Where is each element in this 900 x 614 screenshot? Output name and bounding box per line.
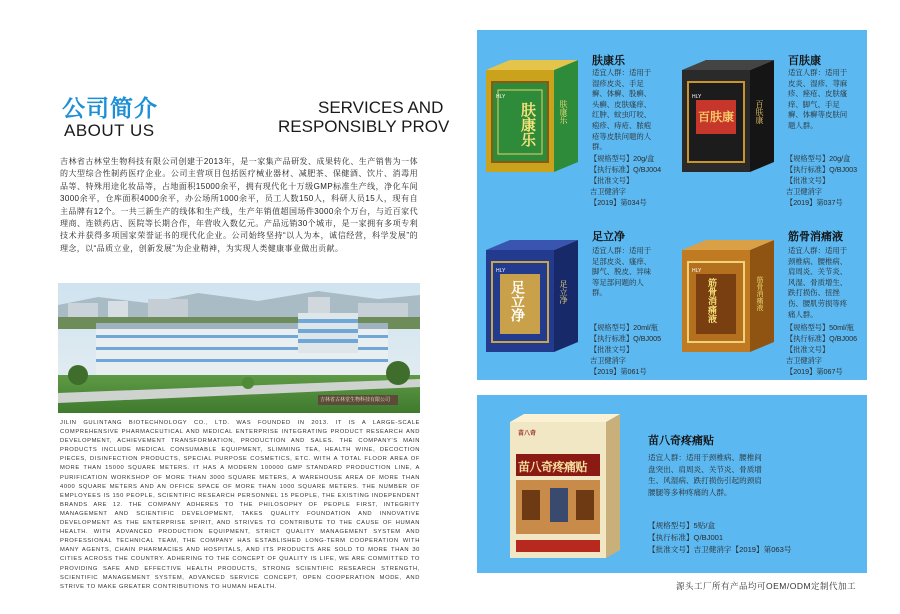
spec-approval-no: 【2019】第037号 <box>786 198 843 207</box>
spec-approval: 【批准文号】 <box>590 345 634 354</box>
spec-standard: 【执行标准】Q/BJ006 <box>786 334 858 343</box>
product-desc: 适宜人群：适用于皮炎、湿疹、荨麻疹、痤疮、皮肤瘙痒、脚气、手足癣、体癣等皮肤问题人群。 <box>788 68 848 130</box>
spec-approval-no: 【2019】第034号 <box>590 198 647 207</box>
box-title: 百肤康 <box>698 110 735 124</box>
spec-approval-no: 【2019】第061号 <box>590 367 647 376</box>
product-box-fukangle <box>486 60 584 172</box>
brand-mark: HLY <box>692 268 702 274</box>
spec-approval: 【批准文号】吉卫健消字【2019】第063号 <box>648 545 792 554</box>
spec-approval-org: 吉卫健消字 <box>786 187 822 196</box>
product-name: 肤康乐 <box>592 55 625 67</box>
box-side-title: 足立净 <box>559 280 568 304</box>
page-title-en: ABOUT US <box>64 121 155 140</box>
spec-standard: 【执行标准】Q/BJ004 <box>590 165 662 174</box>
spec-approval: 【批准文号】 <box>786 176 830 185</box>
product-box-baifukang <box>682 60 780 172</box>
brand-mark: HLY <box>496 268 506 274</box>
spec-approval: 【批准文号】 <box>786 345 830 354</box>
box-side-title: 肤康乐 <box>559 100 568 124</box>
product-desc: 适宜人群：适用于足部皮炎、瘙痒、脚气、脱皮、异味等足部问题的人群。 <box>592 246 652 298</box>
spec-standard: 【执行标准】Q/BJ003 <box>786 165 858 174</box>
box-side-title: 筋骨消痛液 <box>756 276 763 311</box>
product-name: 百肤康 <box>788 55 821 67</box>
spec-standard: 【执行标准】Q/BJ001 <box>648 533 724 542</box>
product-specs <box>590 153 661 208</box>
featured-product-specs <box>648 520 791 556</box>
product-box-zulijing <box>486 240 584 352</box>
spec-size: 【规格型号】50ml/瓶 <box>786 323 854 332</box>
product-name: 足立净 <box>592 231 625 243</box>
brand-mark: HLY <box>496 94 506 100</box>
company-intro-cn: 吉林省古林堂生物科技有限公司创建于2013年，是一家集产品研发、成果转化、生产销售为一体的大型综合性制药医疗企业。公司主营项目包括医疗械业器材、减肥茶、保健酒、饮片、消毒用品等、特殊用途化妆品等，占地面积15000余平，拥有现代化十万级GMP标准生产线，净化车间3000余平，仓库面积4000余平，办公场所1000余平，员工人数150人，科研人员15人，现有自主品牌有12个。一共三新生产的线体和生产线，生产年销值超国场件3000余个万台，与近百家代理商、连锁药店、医院等长期合作，年营收入数亿元。产品远销30个城市，是一家拥有多项专利技术并获得多项国家荣誉证书的现代化企业。公司始终坚持“以人为本，诚信经营，科学发展”的理念，以“品质立业，创新发展”为企业精神，为实现人类健康事业做出贡献。 <box>60 157 418 253</box>
product-box-miaobaqi <box>510 414 620 558</box>
spec-approval-org: 吉卫健消字 <box>786 356 822 365</box>
product-specs <box>786 153 857 208</box>
page-title-cn: 公司简介 <box>62 95 158 121</box>
services-line-2: RESPONSIBLY PROV <box>278 117 450 136</box>
spec-size: 【规格型号】20ml/瓶 <box>590 323 658 332</box>
services-line-1: SERVICES AND <box>318 98 444 117</box>
company-intro-en: JILIN GULINTANG BIOTECHNOLOGY CO., LTD. WAS FOUNDED IN 2013. IT IS A LARGE-SCALE COMPREHENSIVE PHARMACEUTICAL AND MEDICAL ENTERPRISE INTEGRATING PRODUCT RESEARCH AND DEVELOPMENT, ACHIEVEMENT TRANSFORMATION, PRODUCTION AND SALES. THE COMPANY'S MAIN PRODUCTS INCLUDE MEDICAL CONSUMABLE EQUIPMENT, SLIMMING TEA, HEALTH WINE, DECOCTION PIECES, DISINFECTION PRODUCTS, SPECIAL PURPOSE COSMETICS, ETC. WITH A TOTAL FLOOR AREA OF MORE THAN 15000 SQUARE METERS. IT HAS A MODERN 100000 GMP STANDARD PRODUCTION LINE, A PURIFICATION WORKSHOP OF MORE THAN 3000 SQUARE METERS, A WAREHOUSE AREA OF MORE THAN 4000 SQUARE METERS AND AN OFFICE SPACE OF MORE THAN 1000 SQUARE METERS. THE NUMBER OF EMPLOYEES IS 150 PEOPLE, SCIENTIFIC RESEARCH PERSONNEL 15 PEOPLE, THE EXISTING INDEPENDENT BRANDS ARE 12. THE COMPANY ADHERES TO THE PHILOSOPHY OF PEOPLE FIRST, INTEGRITY MANAGEMENT AND SCIENTIFIC DEVELOPMENT, TAKES QUALITY FOUNDATION AND INNOVATIVE DEVELOPMENT AS THE ENTERPRISE SPIRIT, AND STRIVES TO CONTRIBUTE TO THE CAUSE OF HUMAN HEALTH. WITH ADVANCED PRODUCTION EQUIPMENT, STRICT QUALITY MANAGEMENT SYSTEM AND PROFESSIONAL TECHNICAL TEAM, THE COMPANY HAS ESTABLISHED LONG-TERM COOPERATION WITH MANY AGENTS, CHAIN PHARMACIES AND HOSPITALS, AND ITS PRODUCTS ARE SOLD TO MORE THAN 30 CITIES ACROSS THE COUNTRY. ADHERING TO THE CONCEPT OF QUALITY IS LIFE, WE ARE COMMITTED TO PROVIDING SAFE AND EFFECTIVE HEALTH PRODUCTS, STRONG SCIENTIFIC RESEARCH STRENGTH, SCIENTIFIC MANAGEMENT SYSTEM, ADVANCED SERVICE CONCEPT, OPEN COOPERATION MODE, AND STRIVE TO MAKE GREATER CONTRIBUTIONS TO HUMAN HEALTH. <box>60 420 420 590</box>
product-box-jingguxiaotongye <box>682 240 780 352</box>
spec-approval-no: 【2019】第067号 <box>786 367 843 376</box>
box-title: 筋骨消痛液 <box>707 278 717 323</box>
spec-size: 【规格型号】20g/盒 <box>590 154 655 163</box>
spec-approval-org: 吉卫健消字 <box>590 356 626 365</box>
product-name: 筋骨消痛液 <box>788 231 843 243</box>
spec-approval: 【批准文号】 <box>590 176 634 185</box>
brand-mark: HLY <box>692 94 702 100</box>
box-title: 肤康乐 <box>519 102 536 147</box>
spec-size: 【规格型号】20g/盒 <box>786 154 851 163</box>
box-brand: 苗八奇 <box>518 431 537 437</box>
spec-size: 【规格型号】5贴/盒 <box>648 521 716 530</box>
spec-approval-org: 吉卫健消字 <box>590 187 626 196</box>
factory-photo <box>58 283 420 413</box>
factory-sign: 吉林省古林堂生物科技有限公司 <box>320 397 391 403</box>
featured-product-desc: 适宜人群：适用于颈椎病、腰椎间盘突出、肩周炎、关节炎、骨质增生、风湿病、跌打损伤引起的颈肩腰腿等多种疼痛的人群。 <box>648 453 762 497</box>
product-specs <box>786 322 857 377</box>
oem-footer-note: 源头工厂所有产品均可OEM/ODM定制代加工 <box>676 581 857 591</box>
product-desc: 适宜人群：适用于颈椎病、腰椎病、肩周炎、关节炎、风湿、骨质增生、跌打损伤、扭挫伤、腰肌劳损等疼痛人群。 <box>788 246 848 319</box>
services-heading <box>278 98 450 136</box>
product-desc: 适宜人群：适用于湿疹皮炎、手足癣、体癣、股癣、头癣、皮肤瘙痒、红肿、蚊虫叮咬、疱疹、痔疮、脓疱疮等皮肤问题的人群。 <box>592 68 652 152</box>
box-side-title: 百肤康 <box>755 100 764 124</box>
box-title: 足立净 <box>510 280 526 322</box>
spec-standard: 【执行标准】Q/BJ005 <box>590 334 662 343</box>
featured-product-name: 苗八奇疼痛贴 <box>648 435 714 447</box>
product-specs <box>590 322 661 377</box>
box-title: 苗八奇疼痛贴 <box>518 460 588 474</box>
